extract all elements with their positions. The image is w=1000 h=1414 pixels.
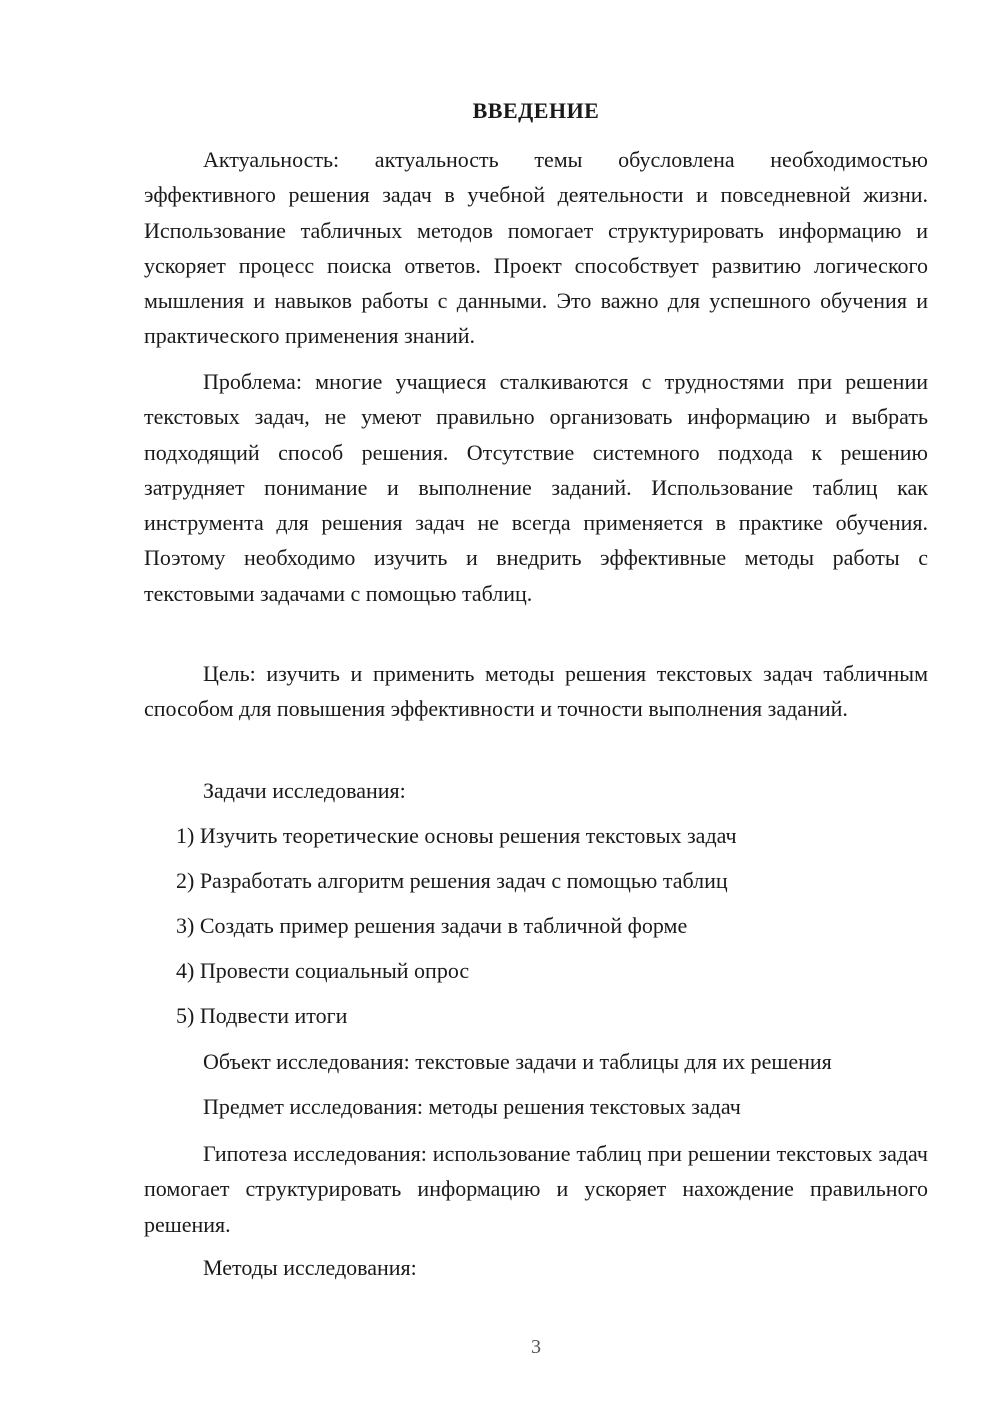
list-item: 5) Подвести итоги — [176, 1003, 348, 1028]
list-item: 3) Создать пример решения задачи в табличной форме — [176, 913, 688, 938]
relevance-paragraph: Актуальность: актуальность темы обусловлена необходимостью эффективного решения задач в учебной деятельности и повседневной жизни. Использование табличных методов помогает структурировать информацию и ускоряет процесс поиска ответов. Проект способствует развитию логического мышления и навыков работы с данными. Это важно для успешного обучения и практического применения знаний. — [144, 147, 928, 349]
list-item: 4) Провести социальный опрос — [176, 958, 470, 983]
hypothesis-paragraph: Гипотеза исследования: использование таблиц при решении текстовых задач помогает структурировать информацию и ускоряет нахождение правильного решения. — [144, 1141, 928, 1237]
research-subject: Предмет исследования: методы решения текстовых задач — [203, 1094, 741, 1119]
page-title: ВВЕДЕНИЕ — [472, 98, 600, 123]
problem-paragraph: Проблема: многие учащиеся сталкиваются с трудностями при решении текстовых задач, не умеют правильно организовать информацию и выбрать подходящий способ решения. Отсутствие системного подхода к решению затрудняет понимание и выполнение заданий. Использование таблиц как инструмента для решения задач не всегда применяется в практике обучения. Поэтому необходимо изучить и внедрить эффективные методы работы с текстовыми задачами с помощью таблиц. — [144, 369, 928, 606]
goal-paragraph: Цель: изучить и применить методы решения текстовых задач табличным способом для повышения эффективности и точности выполнения заданий. — [144, 661, 928, 722]
document-page — [144, 0, 928, 1414]
list-item: 2) Разработать алгоритм решения задач с помощью таблиц — [176, 868, 728, 893]
methods-label: Методы исследования: — [203, 1255, 417, 1280]
tasks-label: Задачи исследования: — [203, 778, 406, 803]
page-number: 3 — [531, 1336, 541, 1358]
list-item: 1) Изучить теоретические основы решения текстовых задач — [176, 823, 737, 848]
research-object: Объект исследования: текстовые задачи и таблицы для их решения — [203, 1049, 832, 1074]
